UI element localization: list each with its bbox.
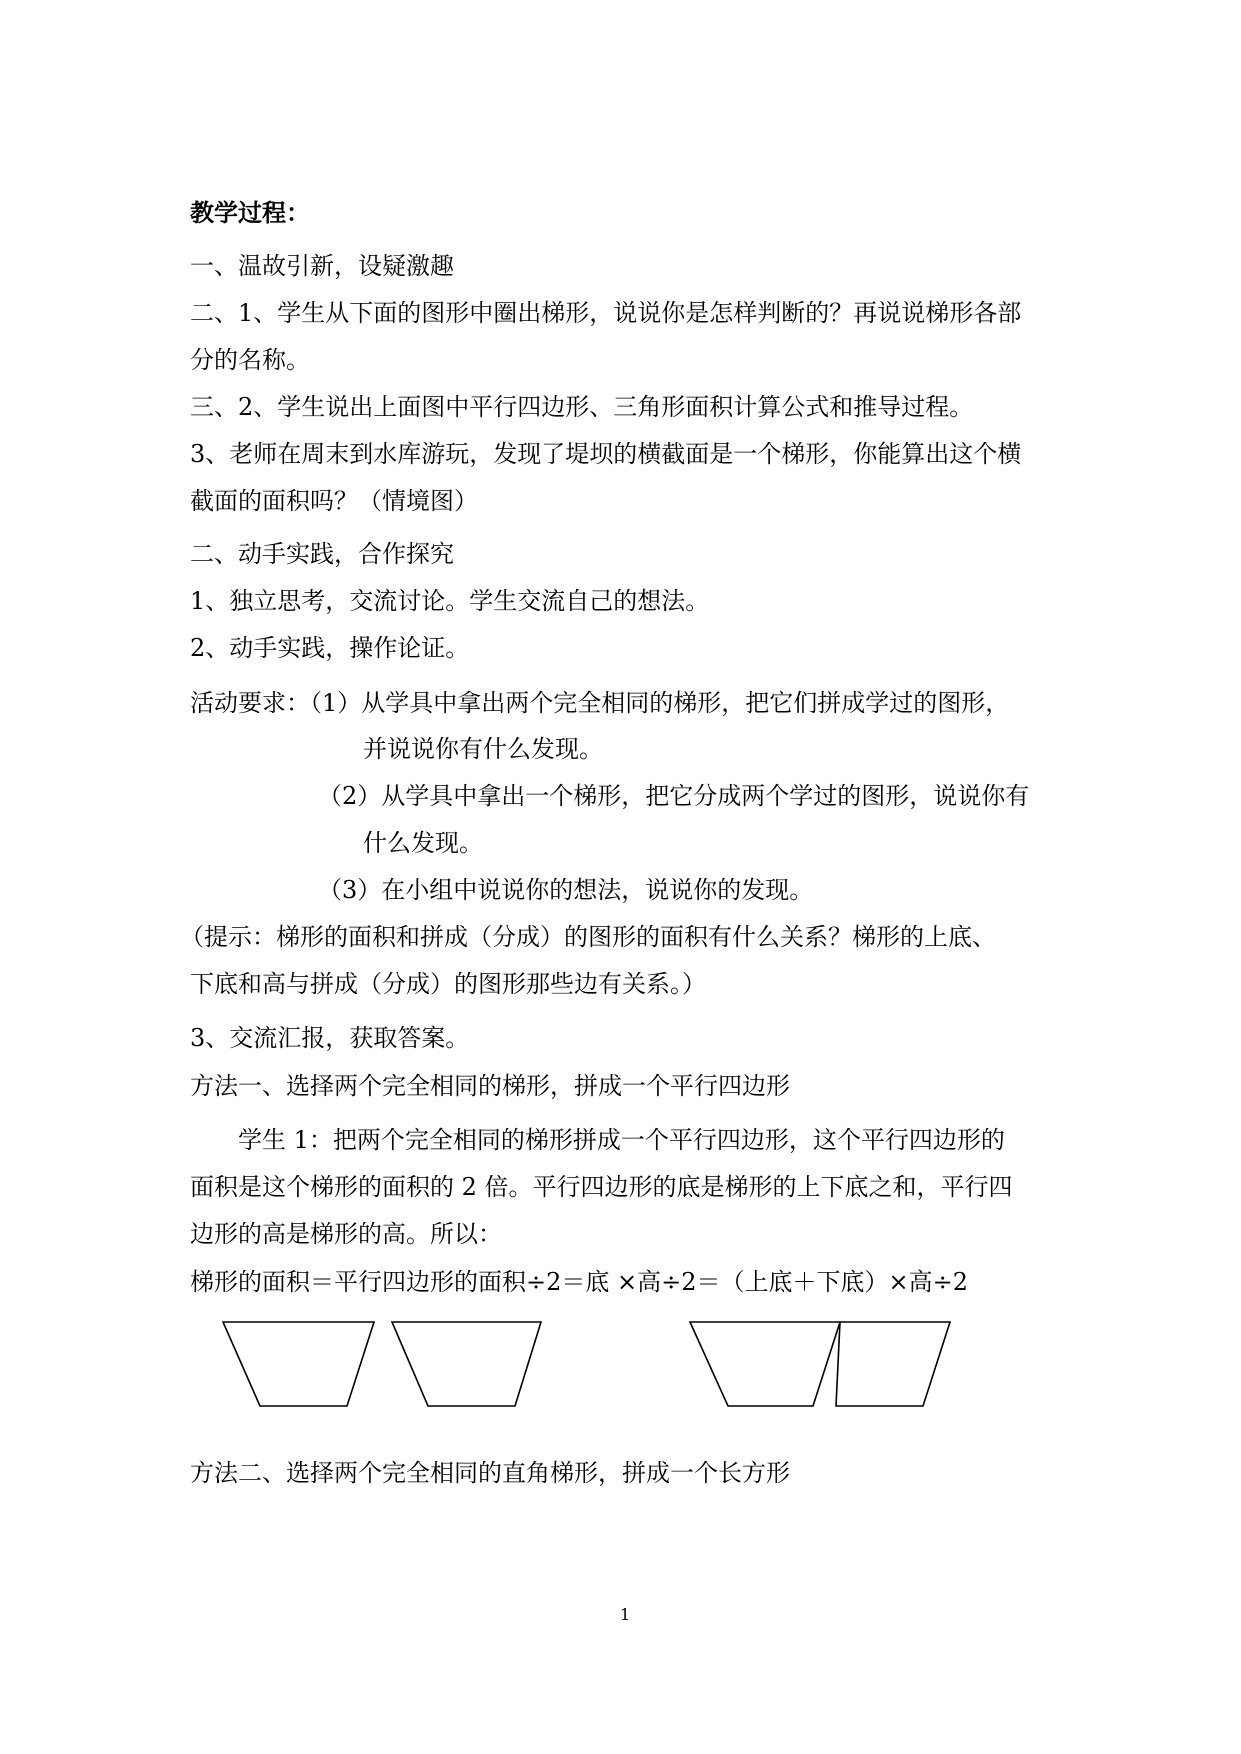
text-line: 2、动手实践，操作论证。	[190, 634, 470, 662]
text-line: 三、2、学生说出上面图中平行四边形、三角形面积计算公式和推导过程。	[190, 393, 974, 421]
parallelogram-left-trapezoid	[690, 1322, 840, 1406]
text-line: 下底和高与拼成（分成）的图形那些边有关系。）	[190, 970, 706, 998]
text-line: 二、1、学生从下面的图形中圈出梯形，说说你是怎样判断的？再说说梯形各部	[190, 299, 1022, 327]
text-line: 1、独立思考，交流讨论。学生交流自己的想法。	[190, 587, 710, 615]
text-line: 一、温故引新，设疑激趣	[190, 252, 454, 280]
parallelogram-right-trapezoid	[836, 1322, 950, 1406]
text-line: （3）在小组中说说你的想法，说说你的发现。	[318, 876, 814, 904]
text-line: （提示：梯形的面积和拼成（分成）的图形的面积有什么关系？梯形的上底、	[180, 923, 996, 951]
text-line: 方法一、选择两个完全相同的梯形，拼成一个平行四边形	[190, 1072, 790, 1100]
section-heading: 教学过程：	[190, 198, 310, 227]
text-line: 3、老师在周末到水库游玩，发现了堤坝的横截面是一个梯形，你能算出这个横	[190, 440, 1022, 468]
trapezoid-shape-2	[392, 1322, 541, 1406]
text-line: 活动要求：（1）从学具中拿出两个完全相同的梯形，把它们拼成学过的图形，	[190, 689, 1010, 717]
text-line: 方法二、选择两个完全相同的直角梯形，拼成一个长方形	[190, 1459, 790, 1487]
text-line: 并说说你有什么发现。	[363, 735, 603, 763]
text-line: 分的名称。	[190, 346, 310, 374]
text-line: （2）从学具中拿出一个梯形，把它分成两个学过的图形，说说你有	[318, 782, 1030, 810]
trapezoid-shape-1	[223, 1322, 374, 1406]
text-line: 面积是这个梯形的面积的 2 倍。平行四边形的底是梯形的上下底之和，平行四	[190, 1173, 1013, 1201]
text-line: 边形的高是梯形的高。所以：	[190, 1220, 502, 1248]
text-line: 学生 1：把两个完全相同的梯形拼成一个平行四边形，这个平行四边形的	[238, 1126, 1005, 1154]
formula-line: 梯形的面积＝平行四边形的面积÷2＝底 ×高÷2＝（上底＋下底）×高÷2	[190, 1268, 968, 1296]
text-line: 截面的面积吗？（情境图）	[190, 487, 478, 515]
text-line: 3、交流汇报，获取答案。	[190, 1024, 470, 1052]
page-number: 1	[620, 1605, 631, 1624]
text-line: 什么发现。	[363, 829, 483, 857]
text-line: 二、动手实践，合作探究	[190, 540, 454, 568]
